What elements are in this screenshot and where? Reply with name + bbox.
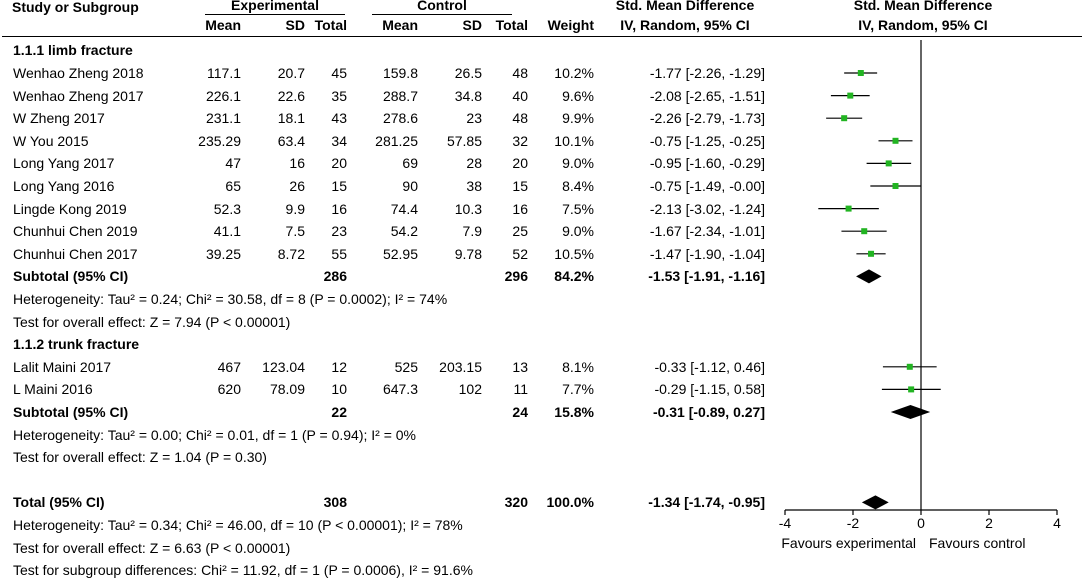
cell-e-sd: 78.09 — [269, 381, 305, 398]
cell-ci-text: -0.31 [-0.89, 0.27] — [652, 404, 765, 420]
cell-c-mean: 74.4 — [390, 200, 418, 217]
cell-weight: 9.6% — [562, 87, 594, 104]
cell-c-sd: 10.3 — [454, 200, 482, 217]
cell-c-total: 32 — [512, 132, 528, 149]
cell-e-mean: 620 — [217, 381, 241, 398]
cell-c-sd: 57.85 — [446, 132, 482, 149]
header-weight: Weight — [547, 17, 594, 33]
cell-c-mean: 159.8 — [382, 65, 418, 81]
cell-c-sd: 9.78 — [454, 245, 482, 262]
cell-e-mean: 39.25 — [205, 245, 241, 262]
cell-c-mean: 278.6 — [382, 110, 418, 127]
cell-c-total: 48 — [512, 65, 528, 81]
subgroup-heading: 1.1.2 trunk fracture — [13, 335, 140, 352]
cell-e-mean: 47 — [225, 155, 241, 172]
cell-ci-text: -2.08 [-2.65, -1.51] — [649, 87, 765, 104]
x-tick-label: -2 — [846, 515, 860, 531]
overall-effect-text: Test for overall effect: Z = 7.94 (P < 0.00001) — [13, 313, 291, 330]
cell-c-mean: 525 — [394, 358, 418, 375]
cell-c-total: 25 — [512, 223, 528, 240]
cell-e-sd: 63.4 — [277, 132, 305, 149]
study-marker — [858, 70, 864, 76]
cell-e-mean: 226.1 — [205, 87, 241, 104]
cell-c-sd: 7.9 — [462, 223, 482, 240]
cell-ci-text: -0.75 [-1.25, -0.25] — [649, 132, 765, 149]
header-smd-table: Std. Mean Difference — [615, 0, 755, 13]
overall-effect-text: Test for overall effect: Z = 1.04 (P = 0.30) — [13, 449, 267, 466]
cell-c-sd: 23 — [466, 110, 482, 127]
cell-ci-text: -0.29 [-1.15, 0.58] — [654, 381, 765, 398]
header-study: Study or Subgroup — [12, 0, 139, 15]
cell-weight: 9.0% — [562, 223, 594, 240]
cell-weight: 7.5% — [562, 200, 594, 217]
study-name: L Maini 2016 — [13, 381, 93, 398]
study-marker — [886, 160, 892, 166]
cell-e-total: 286 — [323, 268, 347, 285]
subtotal-diamond — [856, 269, 882, 283]
study-marker — [846, 206, 852, 212]
total-label: Total (95% CI) — [13, 494, 105, 511]
study-name: W Zheng 2017 — [13, 110, 105, 127]
subgroup-differences-text: Test for subgroup differences: Chi² = 11.92, df = 1 (P = 0.0006), I² = 91.6% — [13, 562, 473, 578]
cell-c-total: 24 — [512, 404, 528, 420]
cell-e-total: 16 — [331, 200, 347, 217]
cell-e-sd: 16 — [289, 155, 305, 172]
cell-e-total: 45 — [331, 65, 347, 81]
cell-weight: 10.1% — [554, 132, 594, 149]
cell-e-total: 43 — [331, 110, 347, 127]
favours-experimental-label: Favours experimental — [781, 535, 916, 551]
cell-e-total: 22 — [331, 404, 347, 420]
study-name: Long Yang 2016 — [13, 178, 115, 194]
study-marker — [908, 386, 914, 392]
cell-e-total: 12 — [331, 358, 347, 375]
cell-c-sd: 34.8 — [454, 87, 482, 104]
cell-weight: 8.1% — [562, 358, 594, 375]
cell-e-sd: 8.72 — [277, 245, 305, 262]
header-c-total: Total — [495, 17, 528, 33]
subtotal-label: Subtotal (95% CI) — [13, 268, 129, 285]
cell-c-total: 16 — [512, 200, 528, 217]
cell-weight: 84.2% — [554, 268, 594, 285]
cell-c-sd: 26.5 — [454, 65, 482, 81]
cell-c-mean: 288.7 — [382, 87, 418, 104]
header-c-sd: SD — [462, 17, 482, 33]
cell-c-mean: 647.3 — [382, 381, 418, 398]
cell-ci-text: -1.53 [-1.91, -1.16] — [648, 268, 765, 285]
total-overall-effect-text: Test for overall effect: Z = 6.63 (P < 0.00001) — [13, 539, 291, 556]
cell-weight: 9.9% — [562, 110, 594, 127]
cell-weight: 10.5% — [554, 245, 594, 262]
cell-ci-text: -1.34 [-1.74, -0.95] — [648, 494, 765, 511]
cell-c-total: 48 — [512, 110, 528, 127]
cell-c-mean: 54.2 — [390, 223, 418, 240]
cell-ci-text: -1.77 [-2.26, -1.29] — [649, 65, 765, 81]
study-marker — [907, 364, 913, 370]
cell-e-total: 35 — [331, 87, 347, 104]
cell-e-total: 23 — [331, 223, 347, 240]
cell-c-mean: 52.95 — [382, 245, 418, 262]
cell-ci-text: -2.26 [-2.79, -1.73] — [649, 110, 765, 127]
cell-c-total: 320 — [504, 494, 528, 511]
study-name: Lalit Maini 2017 — [13, 358, 112, 375]
x-tick-label: 4 — [1053, 515, 1061, 531]
study-marker — [893, 183, 899, 189]
cell-e-total: 34 — [331, 132, 347, 149]
cell-weight: 7.7% — [562, 381, 594, 398]
cell-ci-text: -0.75 [-1.49, -0.00] — [649, 178, 765, 194]
cell-e-sd: 7.5 — [285, 223, 305, 240]
cell-c-mean: 69 — [402, 155, 418, 172]
cell-c-sd: 28 — [466, 155, 482, 172]
favours-control-label: Favours control — [929, 535, 1026, 551]
header-experimental: Experimental — [231, 0, 319, 13]
cell-e-sd: 26 — [289, 178, 305, 194]
study-name: Long Yang 2017 — [13, 155, 115, 172]
cell-c-total: 40 — [512, 87, 528, 104]
header-control: Control — [417, 0, 467, 13]
study-marker — [861, 228, 867, 234]
cell-c-sd: 38 — [466, 178, 482, 194]
header-e-mean: Mean — [205, 17, 241, 33]
cell-e-total: 15 — [331, 178, 347, 194]
cell-e-total: 20 — [331, 155, 347, 172]
cell-c-sd: 102 — [458, 381, 482, 398]
cell-e-total: 55 — [331, 245, 347, 262]
study-name: Lingde Kong 2019 — [13, 200, 127, 217]
cell-c-mean: 281.25 — [375, 132, 418, 149]
cell-c-total: 296 — [504, 268, 528, 285]
cell-e-mean: 41.1 — [213, 223, 241, 240]
study-name: Chunhui Chen 2017 — [13, 245, 138, 262]
subgroup-heading: 1.1.1 limb fracture — [13, 42, 133, 58]
cell-e-sd: 123.04 — [262, 358, 305, 375]
cell-e-total: 308 — [323, 494, 347, 511]
x-tick-label: 2 — [985, 515, 993, 531]
header-e-total: Total — [314, 17, 347, 33]
x-tick-label: 0 — [917, 515, 925, 531]
study-name: W You 2015 — [13, 132, 89, 149]
cell-e-total: 10 — [331, 381, 347, 398]
cell-weight: 8.4% — [562, 178, 594, 194]
cell-e-mean: 65 — [225, 178, 241, 194]
cell-c-total: 15 — [512, 178, 528, 194]
study-marker — [847, 93, 853, 99]
cell-c-total: 20 — [512, 155, 528, 172]
header-smd-sub-table: IV, Random, 95% CI — [620, 17, 750, 33]
cell-e-sd: 18.1 — [277, 110, 305, 127]
header-smd-plot: Std. Mean Difference — [853, 0, 993, 13]
cell-e-sd: 20.7 — [277, 65, 305, 81]
cell-e-mean: 467 — [217, 358, 241, 375]
cell-e-sd: 22.6 — [277, 87, 305, 104]
study-marker — [868, 251, 874, 257]
study-marker — [893, 138, 899, 144]
cell-e-mean: 235.29 — [198, 132, 241, 149]
cell-e-mean: 52.3 — [213, 200, 241, 217]
cell-c-mean: 90 — [402, 178, 418, 194]
subtotal-diamond — [891, 405, 930, 419]
cell-e-sd: 9.9 — [285, 200, 305, 217]
cell-c-sd: 203.15 — [439, 358, 482, 375]
total-diamond — [862, 495, 889, 509]
cell-ci-text: -0.33 [-1.12, 0.46] — [654, 358, 765, 375]
cell-c-total: 11 — [513, 381, 528, 398]
heterogeneity-text: Heterogeneity: Tau² = 0.00; Chi² = 0.01, df = 1 (P = 0.94); I² = 0% — [13, 426, 416, 443]
total-heterogeneity-text: Heterogeneity: Tau² = 0.34; Chi² = 46.00, df = 10 (P < 0.00001); I² = 78% — [13, 517, 463, 533]
study-name: Chunhui Chen 2019 — [13, 223, 138, 240]
cell-weight: 100.0% — [546, 494, 594, 511]
cell-c-total: 13 — [512, 358, 528, 375]
heterogeneity-text: Heterogeneity: Tau² = 0.24; Chi² = 30.58, df = 8 (P = 0.0002); I² = 74% — [13, 291, 448, 307]
study-marker — [841, 115, 847, 121]
cell-weight: 9.0% — [562, 155, 594, 172]
cell-c-total: 52 — [512, 245, 528, 262]
header-e-sd: SD — [285, 17, 305, 33]
cell-ci-text: -1.67 [-2.34, -1.01] — [649, 223, 765, 240]
header-c-mean: Mean — [382, 17, 418, 33]
cell-ci-text: -0.95 [-1.60, -0.29] — [649, 155, 765, 172]
cell-ci-text: -1.47 [-1.90, -1.04] — [649, 245, 765, 262]
study-name: Wenhao Zheng 2017 — [13, 87, 144, 104]
cell-e-mean: 117.1 — [207, 65, 241, 81]
cell-e-mean: 231.1 — [205, 110, 241, 127]
cell-ci-text: -2.13 [-3.02, -1.24] — [649, 200, 765, 217]
study-name: Wenhao Zheng 2018 — [13, 65, 144, 81]
subtotal-label: Subtotal (95% CI) — [13, 404, 129, 420]
cell-weight: 15.8% — [554, 404, 594, 420]
header-smd-sub-plot: IV, Random, 95% CI — [858, 17, 988, 33]
cell-weight: 10.2% — [554, 65, 594, 81]
x-tick-label: -4 — [778, 515, 792, 531]
